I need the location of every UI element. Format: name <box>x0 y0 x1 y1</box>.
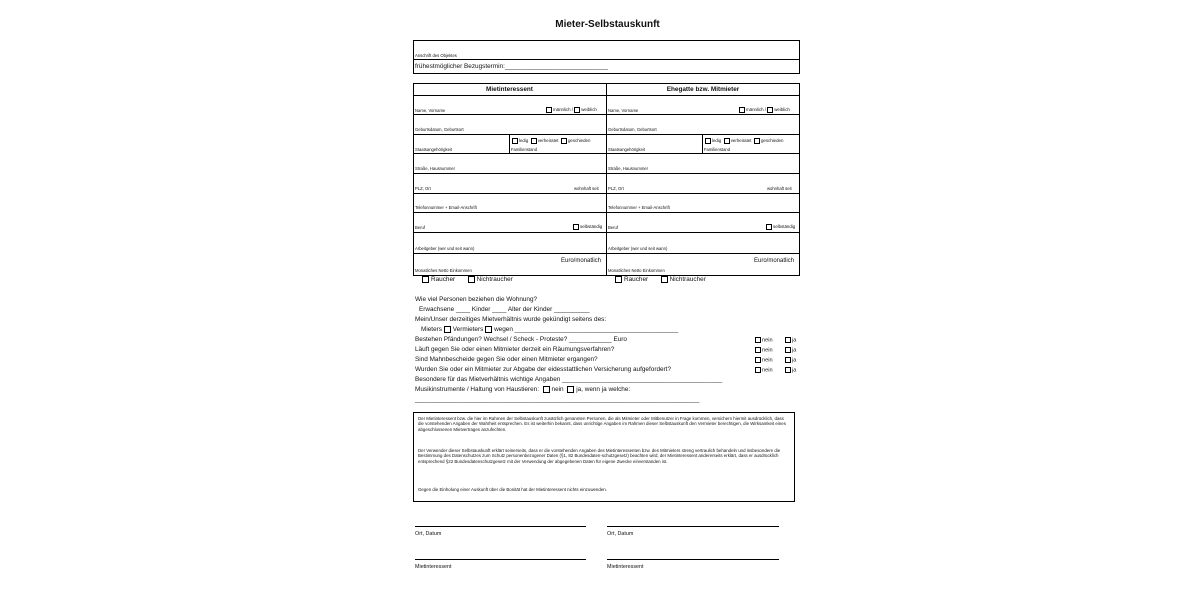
income-label: Monatliches Netto Einkommen <box>415 268 472 273</box>
place-date-label: Ort, Datum <box>607 531 634 537</box>
job-label: Beruf <box>415 225 426 230</box>
job-label: Beruf <box>608 225 619 230</box>
checkbox-icon[interactable] <box>754 138 760 144</box>
checkbox-icon[interactable] <box>785 347 791 353</box>
resident-since-label: wohnhaft seit <box>574 186 599 191</box>
checkbox-icon[interactable] <box>661 276 668 283</box>
yes-no-row[interactable]: nein ja <box>755 367 796 373</box>
nationality-label: Staatsangehörigkeit <box>608 147 646 152</box>
resident-since-label: wohnhaft seit <box>767 186 792 191</box>
move-in-label: frühestmöglicher Bezugstermin: <box>415 63 505 70</box>
employer-label: Arbeitgeber (wer und seit wann) <box>415 246 475 251</box>
checkbox-icon[interactable] <box>468 276 475 283</box>
column-header-applicant: Mietinteressent <box>486 86 533 93</box>
question-eviction: Läuft gegen Sie oder einen Mitmieter derzeit ein Räumungsverfahren? <box>415 346 615 353</box>
city-label: PLZ, Ort <box>415 186 431 191</box>
self-employed-option[interactable]: selbständig <box>573 224 602 230</box>
signature-line[interactable] <box>415 526 586 527</box>
checkbox-icon[interactable] <box>739 107 745 113</box>
question-adults[interactable]: Erwachsene ____ Kinder ____ Alter der Kinder __________ <box>419 306 590 313</box>
name-label: Name, Vorname <box>415 108 446 113</box>
legal-paragraph-1: Der Mietinteressent bzw. die hier im Rahmen der Selbstauskunft zusätzlich genannten Personen, die als Mitmieter oder Mitbenutzer in Frage kommen, versichern hiermit ausdrücklich, dass die vorstehenden Angaben der Wahrheit entsprechen. Es ist weiterhin bekannt, dass unrichtige Angaben im Rahmen dieser Selbstauskunft den Vermieter berechtigen, die Wirksamkeit eines abgeschlossenen Mietvertrages anzufechten. <box>418 416 786 432</box>
checkbox-icon[interactable] <box>755 367 761 373</box>
object-address-label: Anschrift des Objektes <box>415 53 457 58</box>
income-unit: Euro/monatlich <box>561 258 602 264</box>
move-in-blank: _____________________________ <box>504 63 608 70</box>
signature-line[interactable] <box>415 559 586 560</box>
street-label: Straße, Hausnummer <box>415 166 456 171</box>
applicant-signature-label: Mietinteressent <box>607 564 644 570</box>
question-garnish: Bestehen Pfändungen? Wechsel / Scheck - Proteste? ____________ Euro <box>415 336 627 343</box>
gender-option[interactable]: männlich / weiblich <box>546 107 597 113</box>
question-termination: Mein/Unser derzeitiges Mietverhältnis wurde gekündigt seitens des: <box>415 316 607 323</box>
checkbox-icon[interactable] <box>485 326 492 333</box>
checkbox-icon[interactable] <box>574 107 580 113</box>
city-label: PLZ, Ort <box>608 186 624 191</box>
checkbox-icon[interactable] <box>755 347 761 353</box>
marital-label: Familienstand <box>704 147 731 152</box>
column-header-comover: Ehegatte bzw. Mitmieter <box>666 86 740 93</box>
checkbox-icon[interactable] <box>561 138 567 144</box>
marital-options[interactable]: ledig verheiratet geschieden <box>512 138 590 144</box>
question-music[interactable]: Musikinstrumente / Haltung von Haustieren: nein ja, wenn ja welche: <box>415 386 631 394</box>
yes-no-row[interactable]: nein ja <box>755 357 796 363</box>
checkbox-icon[interactable] <box>546 107 552 113</box>
question-oath: Wurden Sie oder ein Mitmieter zur Abgabe der eidesstattlichen Versicherung aufgefordert? <box>415 366 672 373</box>
question-special[interactable]: Besondere für das Mietverhältnis wichtige Angaben _____________________________________________ <box>415 376 723 383</box>
checkbox-icon[interactable] <box>444 326 451 333</box>
applicant-signature-label: Mietinteressent <box>415 564 452 570</box>
checkbox-icon[interactable] <box>785 337 791 343</box>
birth-label: Geburtsdatum, Geburtsort <box>608 127 657 132</box>
yes-no-row[interactable]: nein ja <box>755 337 796 343</box>
checkbox-icon[interactable] <box>705 138 711 144</box>
checkbox-icon[interactable] <box>615 276 622 283</box>
contact-label: Telefonnummer + Email-Anschrift <box>608 205 670 210</box>
question-persons: Wie viel Personen beziehen die Wohnung? <box>415 296 538 303</box>
nationality-label: Staatsangehörigkeit <box>415 147 453 152</box>
income-label: Monatliches Netto Einkommen <box>608 268 665 273</box>
checkbox-icon[interactable] <box>785 357 791 363</box>
marital-label: Familienstand <box>511 147 538 152</box>
checkbox-icon[interactable] <box>531 138 537 144</box>
smoker-options[interactable]: Raucher Nichtraucher <box>422 276 513 284</box>
checkbox-icon[interactable] <box>785 367 791 373</box>
legal-paragraph-2: Der Verwender dieser Selbstauskunft erklärt seinerseits, dass er die vorstehenden Angaben des Mietinteressenten bzw. des Mitmieters streng vertraulich behandeln und insbesondere die Bestimmung des Datenschutzes zum Schutz personenbezogener Daten (§1, 82 Bundesdaten-schutzgesetz) beachten wird, der Mietinteressent andererseits erklärt, dass er ausdrücklich entsprechend §22 Bundesdatenschutzgesetz mit der Verwendung der abgegebenen Daten für eigene Zwecke einverstanden ist. <box>418 448 781 464</box>
question-termination-options[interactable]: Mieters Vermieters wegen ______________________________________________ <box>421 326 679 334</box>
checkbox-icon[interactable] <box>755 357 761 363</box>
checkbox-icon[interactable] <box>543 386 550 393</box>
street-label: Straße, Hausnummer <box>608 166 649 171</box>
smoker-options[interactable]: Raucher Nichtraucher <box>615 276 706 284</box>
income-unit: Euro/monatlich <box>754 258 795 264</box>
checkbox-icon[interactable] <box>567 386 574 393</box>
marital-options[interactable]: ledig verheiratet geschieden <box>705 138 783 144</box>
checkbox-icon[interactable] <box>767 107 773 113</box>
yes-no-row[interactable]: nein ja <box>755 347 796 353</box>
move-in-field[interactable] <box>415 63 608 70</box>
checkbox-icon[interactable] <box>573 224 579 230</box>
contact-label: Telefonnummer + Email-Anschrift <box>415 205 477 210</box>
place-date-label: Ort, Datum <box>415 531 442 537</box>
employer-label: Arbeitgeber (wer und seit wann) <box>608 246 668 251</box>
name-label: Name, Vorname <box>608 108 639 113</box>
checkbox-icon[interactable] <box>422 276 429 283</box>
checkbox-icon[interactable] <box>724 138 730 144</box>
checkbox-icon[interactable] <box>755 337 761 343</box>
birth-label: Geburtsdatum, Geburtsort <box>415 127 464 132</box>
question-dunning: Sind Mahnbescheide gegen Sie oder einen Mitmieter ergangen? <box>415 356 598 363</box>
signature-line[interactable] <box>607 526 779 527</box>
signature-line[interactable] <box>607 559 779 560</box>
gender-option[interactable]: männlich / weiblich <box>739 107 790 113</box>
page-title: Mieter-Selbstauskunft <box>555 19 660 30</box>
checkbox-icon[interactable] <box>766 224 772 230</box>
self-employed-option[interactable]: selbständig <box>766 224 795 230</box>
checkbox-icon[interactable] <box>512 138 518 144</box>
legal-paragraph-3: Gegen die Einholung einer Auskunft über die Bonität hat der Mietinteressent nichts einzuwenden. <box>418 487 607 492</box>
music-blank-line: ________________________________________________________________________________ <box>415 396 700 403</box>
